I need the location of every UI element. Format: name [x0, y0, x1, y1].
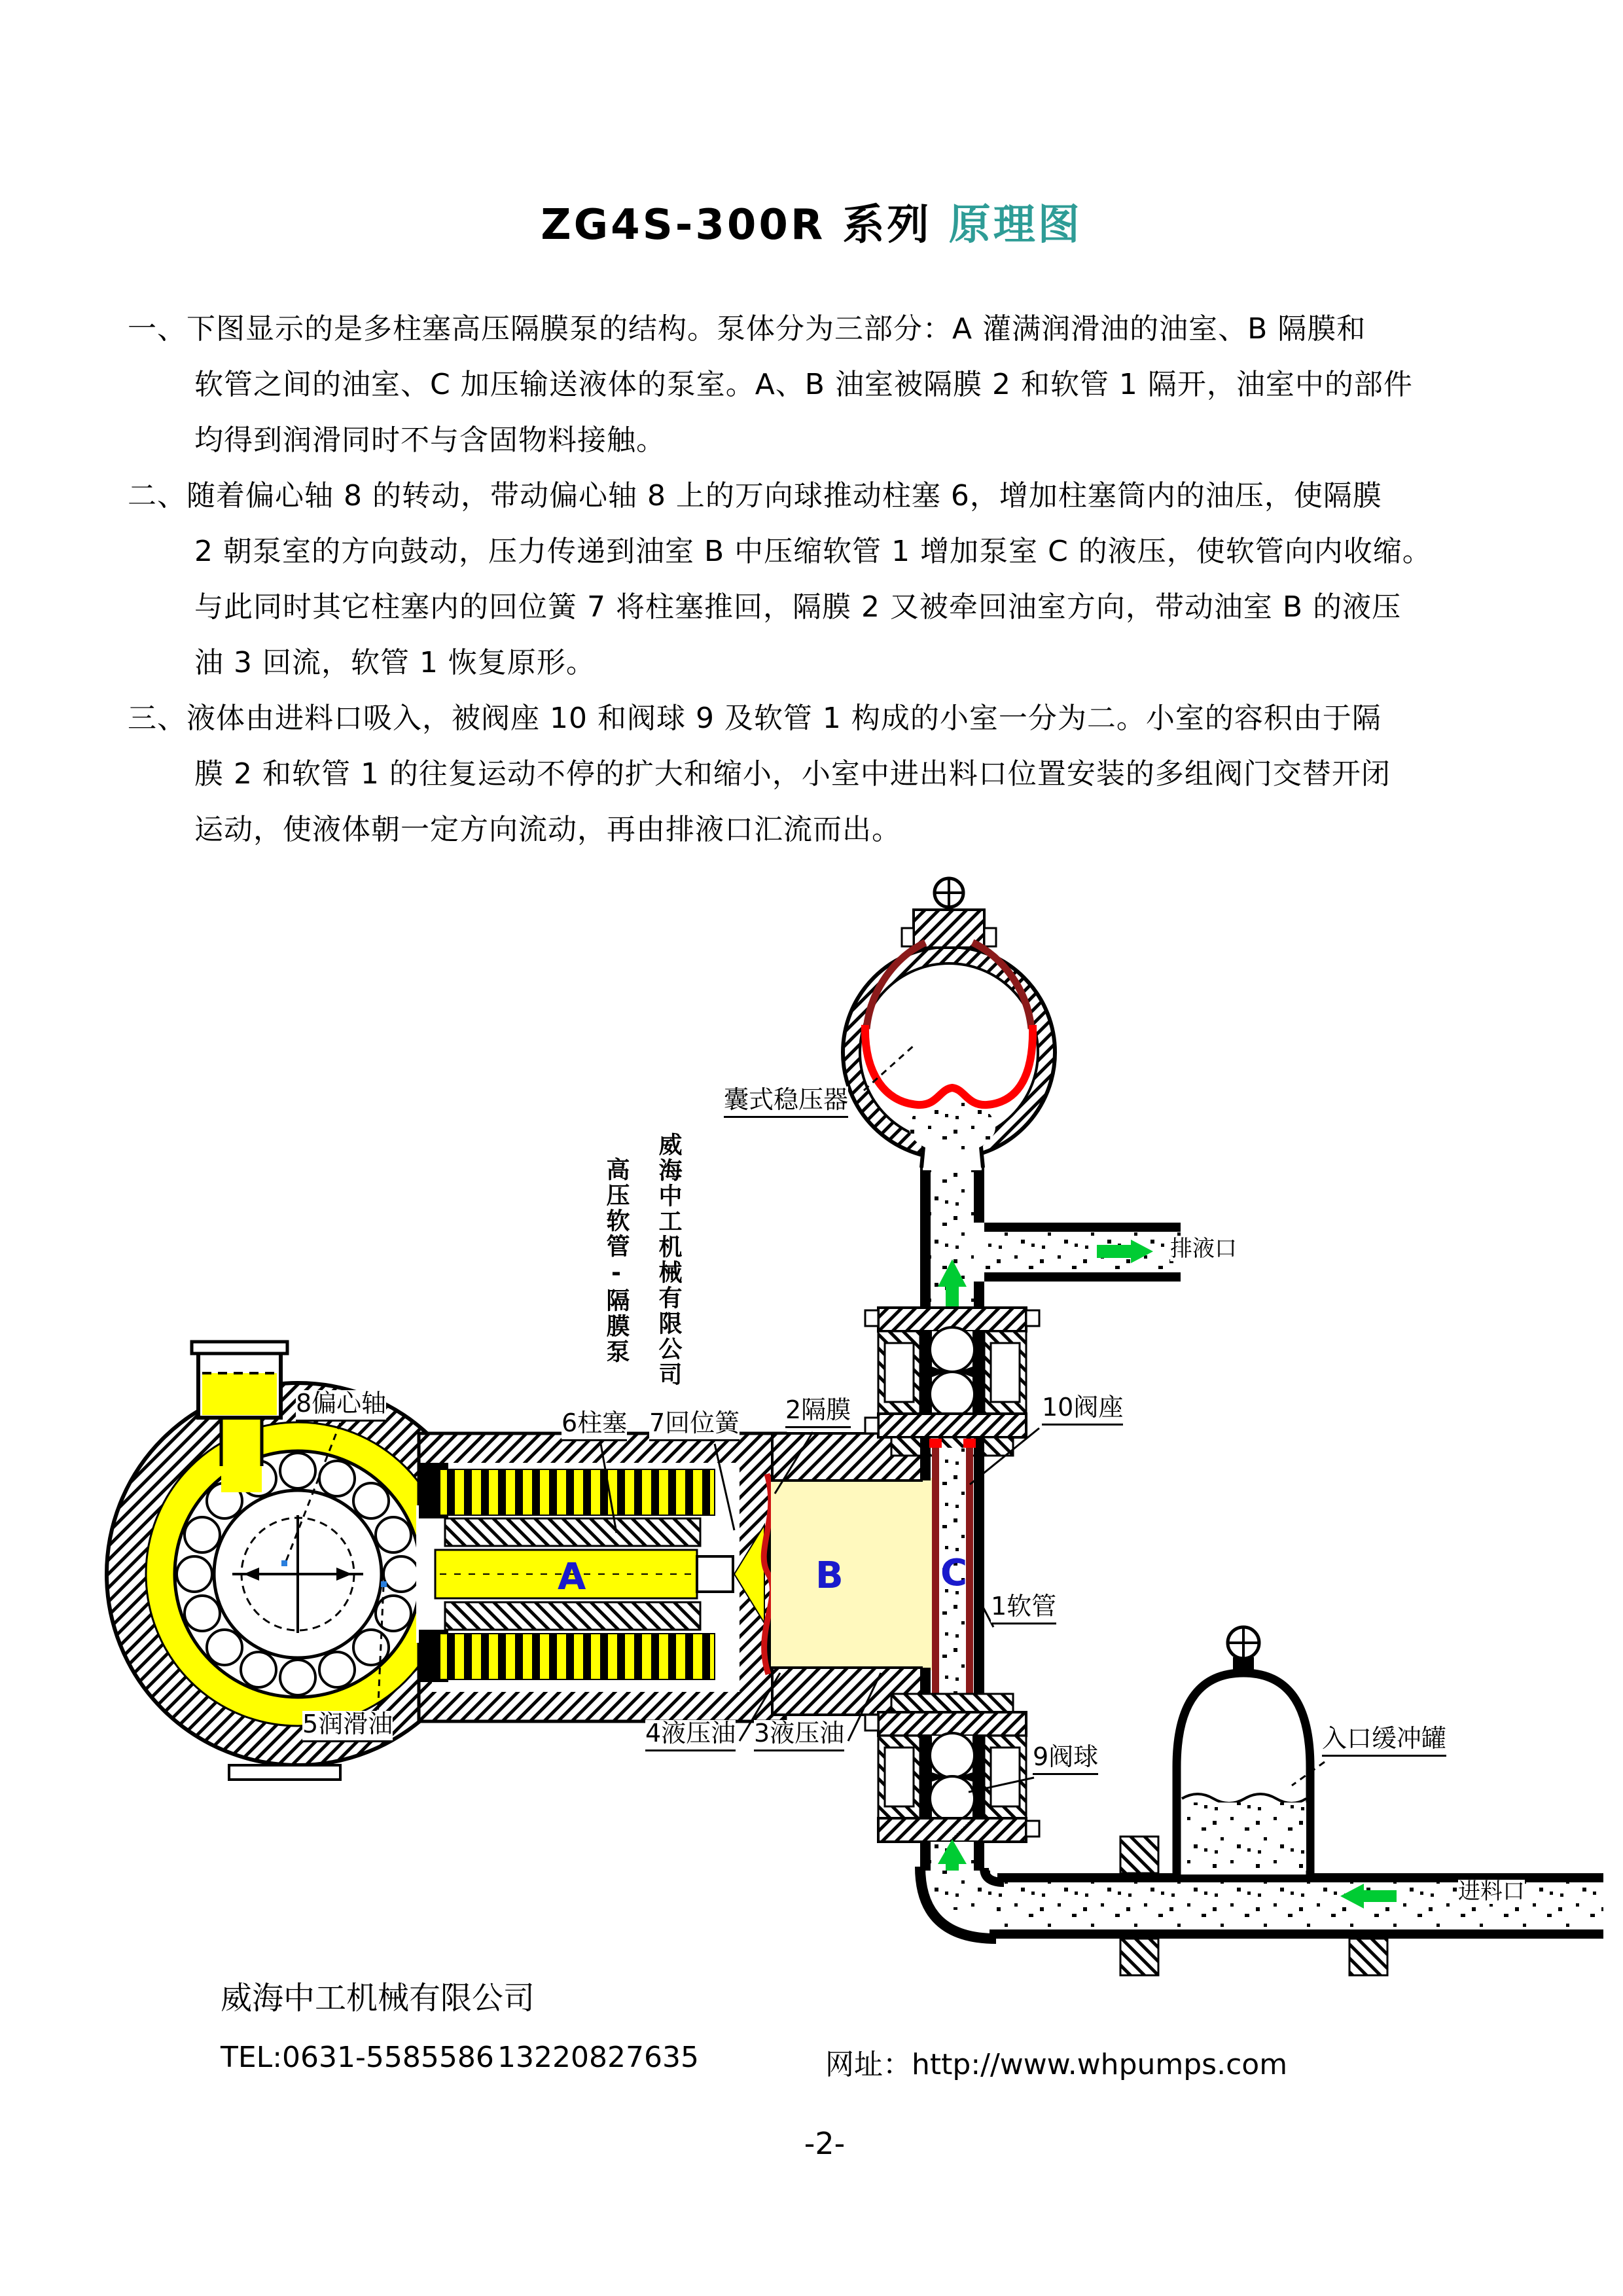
page-number: -2-: [804, 2126, 846, 2161]
label-part10: 10阀座: [1042, 1394, 1123, 1426]
company-vertical-text: 威海中工机械有限公司: [655, 1132, 682, 1388]
hose-left: [932, 1448, 939, 1699]
label-part8: 8偏心轴: [296, 1390, 386, 1422]
label-part3: 3液压油: [754, 1720, 844, 1751]
body-line: 均得到润滑同时不与含固物料接触。: [194, 423, 666, 457]
oil-cup-lid: [192, 1342, 287, 1354]
footer-website-url[interactable]: http://www.whpumps.com: [912, 2048, 1288, 2081]
label-part5: 5润滑油: [302, 1711, 393, 1742]
housing-foot: [229, 1765, 340, 1780]
universal-ball-joint: [697, 1556, 733, 1592]
product-vertical-text: 高压软管-隔膜泵: [603, 1157, 630, 1365]
pump-head: [771, 1433, 932, 1715]
label-part9: 9阀球: [1033, 1744, 1098, 1775]
body-line: 膜 2 和软管 1 的往复运动不停的扩大和缩小，小室中进出料口位置安装的多组阀门交替开闭: [194, 757, 1391, 791]
suction-valve: [865, 1712, 1039, 1842]
label-damper: 囊式稳压器: [724, 1086, 848, 1118]
label-inlet-tank: 入口缓冲罐: [1322, 1725, 1446, 1757]
body-line: 一、下图显示的是多柱塞高压隔膜泵的结构。泵体分为三部分：A 灌满润滑油的油室、B 隔膜和: [128, 312, 1366, 346]
chamber-a-label: A: [558, 1556, 586, 1598]
page-title: [0, 191, 1623, 251]
footer-mobile: 13220827635: [497, 2041, 699, 2074]
title-main: ZG4S-300R 系列: [541, 201, 949, 249]
label-part1: 1软管: [991, 1593, 1056, 1624]
label-part4: 4液压油: [645, 1720, 736, 1751]
discharge-pipe: [920, 1166, 1181, 1308]
footer-company: 威海中工机械有限公司: [221, 1980, 535, 2017]
body-line: 二、随着偏心轴 8 的转动，带动偏心轴 8 上的万向球推动柱塞 6，增加柱塞筒内的油压，使隔膜: [128, 479, 1382, 512]
chamber-c-label: C: [940, 1552, 968, 1594]
pulsation-damper: [843, 878, 1055, 1170]
label-inlet-port: 进料口: [1458, 1878, 1525, 1905]
inlet-buffer-tank: [1177, 1627, 1310, 1874]
label-outlet-port: 排液口: [1170, 1236, 1237, 1262]
body-line: 与此同时其它柱塞内的回位簧 7 将柱塞推回，隔膜 2 又被牵回油室方向，带动油室 B 的液压: [194, 590, 1402, 624]
cylinder-block: [416, 1433, 785, 1721]
body-line: 油 3 回流，软管 1 恢复原形。: [194, 646, 596, 679]
label-part7: 7回位簧: [649, 1410, 740, 1441]
body-line: 运动，使液体朝一定方向流动，再由排液口汇流而出。: [194, 813, 901, 846]
pump-principle-diagram: [0, 851, 1623, 2029]
chamber-b-label: B: [815, 1554, 844, 1597]
footer-tel: TEL:0631-5585586: [221, 2041, 494, 2074]
label-part6: 6柱塞: [562, 1410, 627, 1441]
label-part2: 2隔膜: [785, 1397, 851, 1428]
return-spring-top: [440, 1469, 715, 1515]
title-highlight: 原理图: [948, 201, 1082, 249]
body-line: 2 朝泵室的方向鼓动，压力传递到油室 B 中压缩软管 1 增加泵室 C 的液压，使软管向内收缩。: [194, 535, 1432, 568]
body-line: 软管之间的油室、C 加压输送液体的泵室。A、B 油室被隔膜 2 和软管 1 隔开，油室中的部件: [194, 368, 1413, 401]
footer-website-label: 网址：: [825, 2048, 912, 2081]
footer-website: [825, 2041, 1287, 2083]
return-spring-bottom: [440, 1634, 715, 1679]
body-line: 三、液体由进料口吸入，被阀座 10 和阀球 9 及软管 1 构成的小室一分为二。小室的容积由于隔: [128, 702, 1382, 735]
